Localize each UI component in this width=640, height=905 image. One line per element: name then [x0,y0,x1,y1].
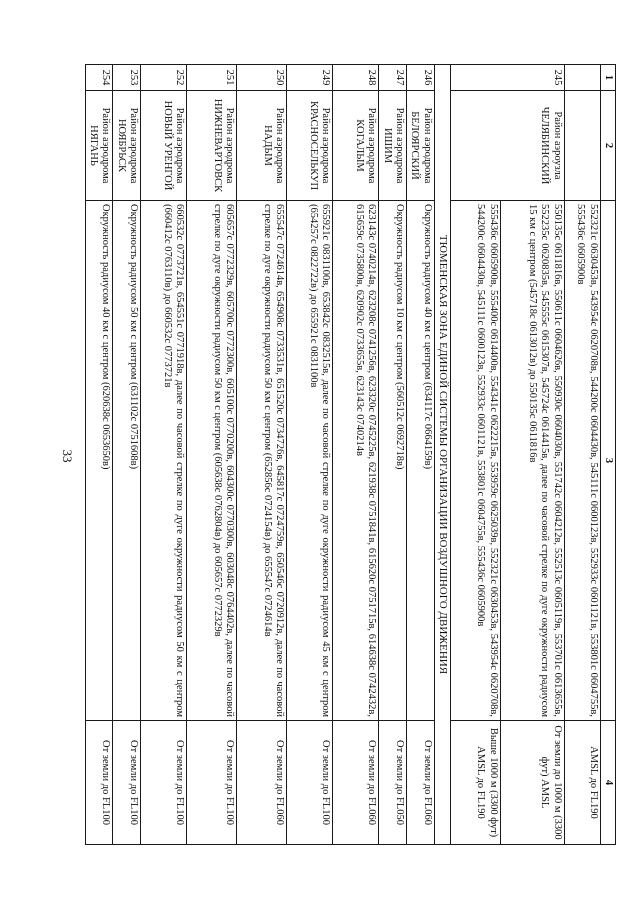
row-number: 249 [287,65,333,91]
altitude-limits: От земли до FL060 [333,721,379,845]
district-name: Район аэродрома НИЖНЕВАРТОВСК [187,91,237,201]
altitude-limits: От земли до FL100 [187,721,237,845]
altitude-limits: AMSL до FL190 [564,721,600,845]
boundary-description: Окружность радиусом 40 км с центром (634117с 0664159в) [406,201,434,721]
row-number: 248 [333,65,379,91]
row-number: 245 [450,65,564,91]
boundary-description: 605657с 0772329в, 605700с 0772300в, 605100с 0770200в, 604300с 0770300в, 603048с 0764402в, далее по часовой стрелке по дуге окружности радиусом 50 км с центром (605638с 0762804в) до 605657с 0772329в [187,201,237,721]
district-name: Район аэродрома БЕЛОЯРСКИЙ [406,91,434,201]
column-number-row [600,65,615,845]
altitude-limits: От земли до FL060 [237,721,287,845]
boundary-description: Окружность радиусом 40 км с центром (620638с 0653650в) [85,201,113,721]
row-number: 252 [141,65,187,91]
row-number [564,65,600,91]
column-number: 4 [600,721,615,845]
district-name: Район аэроузла ЧЕЛЯБИНСКИЙ [450,91,564,201]
boundary-description: 550135с 0611816в, 550611с 0604626в, 550930с 0604030в, 551742с 0604212в, 552513с 0605119в, 553701с 0613655в, 552235с 0620835в, 545555с 0615307в, 545724с 0614415в, далее по часовой стрелке по дуге окружности радиусом 15 км с центром (545718с 0613012в) до 550135с 0611816в [500,201,564,721]
boundary-description: Окружность радиусом 50 км с центром (631102с 0751608в) [113,201,141,721]
boundary-description: Окружность радиусом 10 км с центром (560512с 0692718в) [379,201,407,721]
row-number: 251 [187,65,237,91]
column-number: 1 [600,65,615,91]
row-number: 247 [379,65,407,91]
boundary-description: 623143с 0740214в, 623208с 0741256в, 623320с 0745225в, 621938с 0751841в, 615620с 0751715в, 614638с 0742432в, 615659с 0735800в, 620902с 0733655в, 623143с 0740214в [333,201,379,721]
table-row [237,65,287,845]
boundary-description: 655921с 0831100в, 653842с 0832515в, далее по часовой стрелке по дуге окружности радиусом 45 км с центром (654257с 0822722в) до 655921с 0831100в [287,201,333,721]
district-name: Район аэродрома КРАСНОСЕЛЬКУП [287,91,333,201]
table-row [379,65,407,845]
altitude-limits: От земли до FL100 [287,721,333,845]
row-number: 250 [237,65,287,91]
boundary-description: 555436с 0605900в, 555400с 0614400в, 554341с 0622215в, 553959с 0625039в, 552321с 0630453в, 543954с 0620708в, 544200с 0604430в, 545111с 0600123в, 552933с 0601121в, 553801с 0604755в, 555436с 0605900в [450,201,500,721]
table-row [85,65,113,845]
district-name: Район аэродрома НОЯБРЬСК [113,91,141,201]
altitude-limits: От земли до FL100 [113,721,141,845]
altitude-limits: От земли до FL100 [85,721,113,845]
altitude-limits: От земли до 1000 м (3300 фут) AMSL [500,721,564,845]
district-name: Район аэродрома ИШИМ [379,91,407,201]
table-row [500,65,564,845]
zone-header: ТЮМЕНСКАЯ ЗОНА ЕДИНОЙ СИСТЕМЫ ОРГАНИЗАЦИИ ВОЗДУШНОГО ДВИЖЕНИЯ [434,65,450,845]
column-number: 3 [600,201,615,721]
district-name: Район аэродрома НАДЫМ [237,91,287,201]
district-name: Район аэродрома НЯГАНЬ [85,91,113,201]
district-name: Район аэродрома НОВЫЙ УРЕНГОЙ [141,91,187,201]
table-row [406,65,434,845]
table-row [187,65,237,845]
table-row [564,65,600,845]
row-number: 246 [406,65,434,91]
table-row [113,65,141,845]
altitude-limits: От земли до FL100 [141,721,187,845]
altitude-limits: От земли до FL060 [406,721,434,845]
boundary-description: 552321с 0630453в, 543954с 0620708в, 544200с 0604430в, 545111с 0600123в, 552933с 0601121в, 553801с 0604755в, 555436с 0605900в [564,201,600,721]
row-number: 253 [113,65,141,91]
column-number: 2 [600,91,615,201]
boundary-description: 660532с 0773721в, 654551с 0771918в, далее по часовой стрелке по дуге окружности радиусом 50 км с центром (660412с 0763110в) до 660532с 0773721в [141,201,187,721]
altitude-limits: Выше 1000 м (3300 фут) AMSL до FL190 [450,721,500,845]
zone-header-row [434,65,450,845]
table-row [287,65,333,845]
row-number: 254 [85,65,113,91]
boundary-description: 655547с 0724614в, 654908с 0733531в, 651520с 0734726в, 645817с 0724759в, 650546с 0720912в, далее по часовой стрелке по дуге окружности радиусом 50 км с центром (652856с 0724154в) до 655547с 0724614в [237,201,287,721]
airspace-table [85,64,616,845]
altitude-limits: От земли до FL050 [379,721,407,845]
rotated-table-container [88,64,616,844]
district-name: Район аэродрома КОГАЛЫМ [333,91,379,201]
table-row [141,65,187,845]
district-name [564,91,600,201]
page-number: 33 [60,449,75,463]
table-row [333,65,379,845]
